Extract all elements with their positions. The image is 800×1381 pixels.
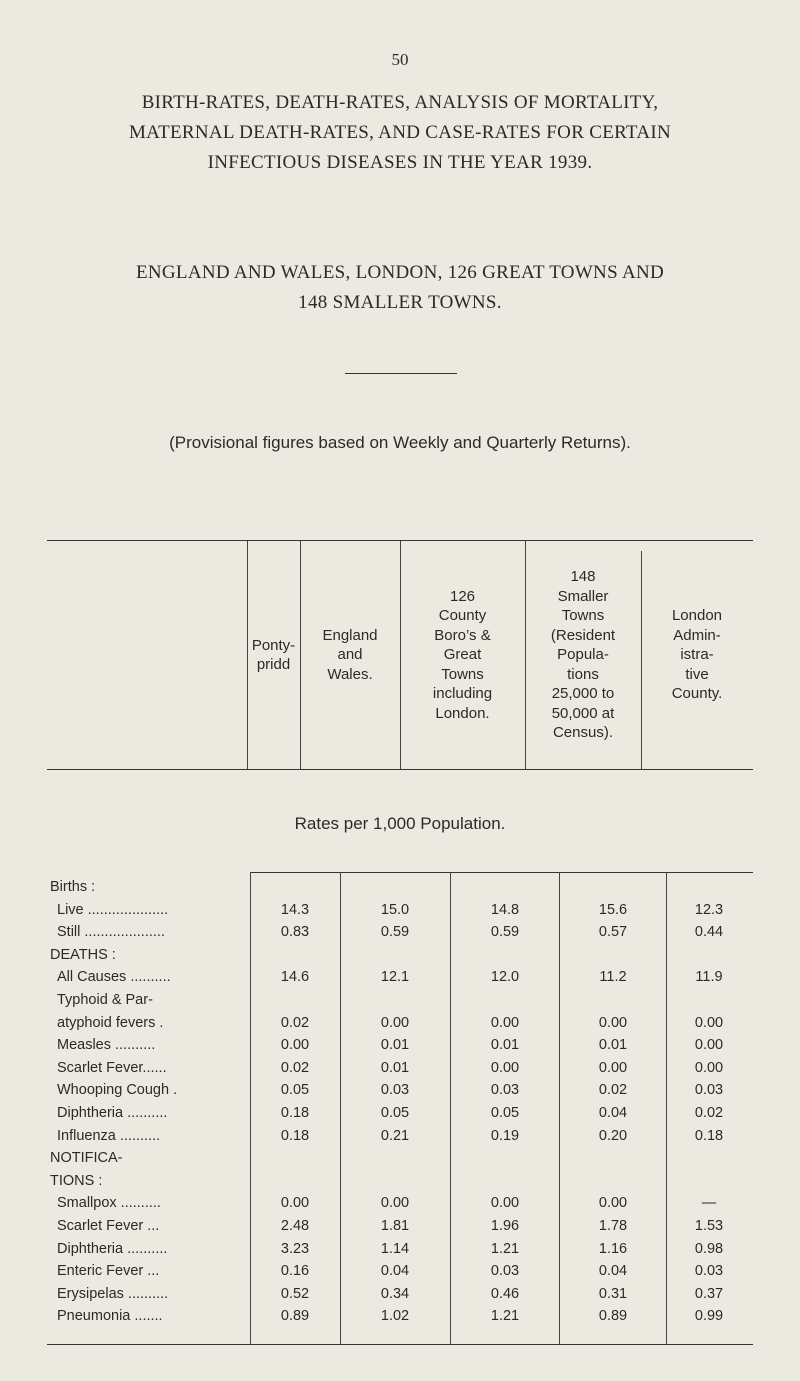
rate-value: 1.78 (598, 1218, 628, 1234)
rate-value: 0.01 (598, 1037, 628, 1054)
rate-value: 0.05 (280, 1082, 310, 1099)
row-label: Diphtheria .......... (57, 1240, 168, 1257)
table-row (47, 1172, 753, 1190)
table-row (47, 946, 753, 964)
row-label: Measles .......... (57, 1037, 156, 1054)
rate-value: 0.00 (380, 1014, 410, 1031)
column-header-box (47, 540, 753, 770)
rate-value: 15.6 (598, 901, 628, 918)
rate-value: 0.20 (598, 1127, 628, 1144)
row-label: DEATHS : (50, 946, 116, 963)
title-line: MATERNAL DEATH-RATES, AND CASE-RATES FOR CERTAIN (128, 122, 671, 143)
rate-value: 0.03 (490, 1263, 520, 1280)
rate-value: 0.00 (598, 1195, 628, 1212)
row-label: Enteric Fever ... (57, 1263, 160, 1280)
rate-value: 12.0 (490, 969, 520, 986)
rate-value: 0.16 (280, 1263, 310, 1280)
rate-value: 12.3 (694, 901, 724, 918)
rate-value: 0.83 (280, 924, 310, 941)
rate-value: 0.89 (280, 1308, 310, 1325)
row-label: Births : (50, 879, 96, 895)
page-number: 50 (391, 50, 409, 69)
column-header-london (641, 541, 753, 769)
table-row (47, 1014, 753, 1032)
row-label: Pneumonia ....... (57, 1308, 163, 1325)
rate-value: 0.00 (598, 1014, 628, 1031)
rate-value: 0.02 (694, 1105, 724, 1121)
column-rule (641, 551, 642, 769)
rate-value: 0.01 (380, 1059, 410, 1076)
row-label: Scarlet Fever ... (57, 1218, 160, 1234)
rate-value: 0.00 (598, 1059, 628, 1076)
row-label: Scarlet Fever...... (57, 1059, 167, 1076)
rate-value: 14.6 (280, 969, 310, 986)
column-header-label: 126 County Boro’s & Great Towns including London. (432, 587, 493, 722)
rate-value: 0.34 (380, 1285, 410, 1302)
row-label: Typhoid & Par- (57, 992, 153, 1008)
table-row (47, 901, 753, 919)
rate-value: 0.37 (694, 1285, 724, 1302)
table-row (47, 1262, 753, 1280)
rate-value: — (701, 1195, 717, 1212)
rate-value: 12.1 (380, 969, 410, 986)
title-line: BIRTH-RATES, DEATH-RATES, ANALYSIS OF MORTALITY, (141, 92, 659, 113)
rate-value: 0.02 (598, 1082, 628, 1099)
rate-value: 0.00 (694, 1037, 724, 1054)
subtitle-line: ENGLAND AND WALES, LONDON, 126 GREAT TOWNS AND (135, 262, 665, 283)
rate-value: 0.00 (380, 1195, 410, 1212)
rate-value: 1.21 (490, 1240, 520, 1257)
rate-value: 0.19 (490, 1127, 520, 1144)
divider (345, 373, 457, 374)
rate-value: 0.04 (598, 1105, 628, 1121)
rate-value: 1.21 (490, 1308, 520, 1325)
table-row (47, 1285, 753, 1303)
rate-value: 2.48 (280, 1218, 310, 1234)
table-row (47, 1059, 753, 1077)
table-top-rule (250, 872, 753, 873)
rate-value: 1.14 (380, 1240, 410, 1257)
rate-value: 1.81 (380, 1218, 410, 1234)
table-row (47, 991, 753, 1009)
rate-value: 0.00 (694, 1059, 724, 1076)
row-label: NOTIFICA- (50, 1150, 123, 1167)
rate-value: 0.03 (380, 1082, 410, 1099)
column-header-pontypridd (247, 541, 300, 769)
column-rule (525, 541, 526, 769)
column-header-great-towns (400, 541, 525, 769)
rate-value: 0.00 (490, 1059, 520, 1076)
row-label: atyphoid fevers . (57, 1014, 164, 1031)
rate-value: 0.44 (694, 924, 724, 941)
row-label: Whooping Cough . (57, 1082, 178, 1099)
rate-value: 0.00 (694, 1014, 724, 1031)
table-row (47, 1217, 753, 1235)
rate-value: 0.04 (598, 1263, 628, 1280)
table-row (47, 1149, 753, 1167)
table-row (47, 968, 753, 986)
row-label: TIONS : (50, 1172, 103, 1189)
column-header-england-wales (300, 541, 400, 769)
table-row (47, 1127, 753, 1145)
page-subtitle (40, 258, 760, 318)
rate-value: 1.16 (598, 1240, 628, 1257)
rate-value: 0.31 (598, 1285, 628, 1302)
rate-value: 0.04 (380, 1263, 410, 1280)
title-line: INFECTIOUS DISEASES IN THE YEAR 1939. (207, 152, 593, 173)
table-bottom-rule (47, 1344, 753, 1345)
table-row (47, 1194, 753, 1212)
rate-value: 0.57 (598, 924, 628, 941)
rate-value: 3.23 (280, 1240, 310, 1257)
table-row (47, 878, 753, 896)
rate-value: 0.52 (280, 1285, 310, 1302)
row-label: Influenza .......... (57, 1127, 161, 1144)
rate-value: 0.00 (280, 1195, 310, 1212)
rate-value: 0.03 (694, 1263, 724, 1280)
table-row (47, 1104, 753, 1122)
rate-value: 0.59 (490, 924, 520, 941)
rate-value: 0.01 (380, 1037, 410, 1054)
rate-value: 0.03 (694, 1082, 724, 1099)
rate-value: 0.89 (598, 1308, 628, 1325)
column-rule (247, 541, 248, 769)
column-header-label: London Admin- istra- tive County. (671, 607, 723, 703)
rate-value: 0.18 (280, 1105, 310, 1121)
table-row (47, 1081, 753, 1099)
rate-value: 0.00 (490, 1195, 520, 1212)
rate-value: 14.3 (280, 901, 310, 918)
table-row (47, 923, 753, 941)
row-label: Smallpox .......... (57, 1195, 161, 1212)
provisional-note: (Provisional figures based on Weekly and Quarterly Returns). (169, 433, 631, 452)
column-rule (400, 541, 401, 769)
rate-value: 0.02 (280, 1014, 310, 1031)
rate-value: 0.00 (490, 1014, 520, 1031)
rate-value: 1.02 (380, 1308, 410, 1325)
column-header-label: Ponty- pridd (251, 636, 296, 673)
column-header-smaller-towns (525, 541, 641, 769)
page-title (40, 88, 760, 178)
subtitle-line: 148 SMALLER TOWNS. (298, 292, 502, 313)
rate-value: 0.03 (490, 1082, 520, 1099)
row-label: Erysipelas .......... (57, 1285, 169, 1302)
row-label: Diphtheria .......... (57, 1105, 168, 1121)
row-label: All Causes .......... (57, 969, 171, 986)
rate-value: 0.59 (380, 924, 410, 941)
rate-value: 0.98 (694, 1240, 724, 1257)
rate-value: 0.01 (490, 1037, 520, 1054)
table-row (47, 1240, 753, 1258)
rate-value: 15.0 (380, 901, 410, 918)
column-rule (300, 541, 301, 769)
rate-value: 0.00 (280, 1037, 310, 1054)
rate-value: 1.53 (694, 1218, 724, 1234)
rate-value: 11.9 (695, 969, 723, 986)
row-label: Still .................... (57, 924, 165, 941)
column-header-label: England and Wales. (322, 626, 378, 683)
rate-value: 11.2 (599, 969, 627, 986)
rate-value: 0.02 (280, 1059, 310, 1076)
table-row (47, 1036, 753, 1054)
rate-value: 0.21 (380, 1127, 410, 1144)
rate-value: 0.05 (380, 1105, 410, 1121)
rate-value: 0.46 (490, 1285, 520, 1302)
rates-caption: Rates per 1,000 Population. (294, 814, 506, 833)
table-row (47, 1307, 753, 1325)
rate-value: 0.05 (490, 1105, 520, 1121)
rate-value: 14.8 (490, 901, 520, 918)
rate-value: 0.18 (280, 1127, 310, 1144)
column-header-label: 148 Smaller Towns (Resident Popula- tions 25,000 to 50,000 at Census). (550, 568, 616, 742)
rate-value: 0.18 (694, 1127, 724, 1144)
rates-table (47, 872, 753, 1346)
rate-value: 1.96 (490, 1218, 520, 1234)
rate-value: 0.99 (694, 1308, 724, 1325)
row-label: Live .................... (57, 901, 169, 918)
